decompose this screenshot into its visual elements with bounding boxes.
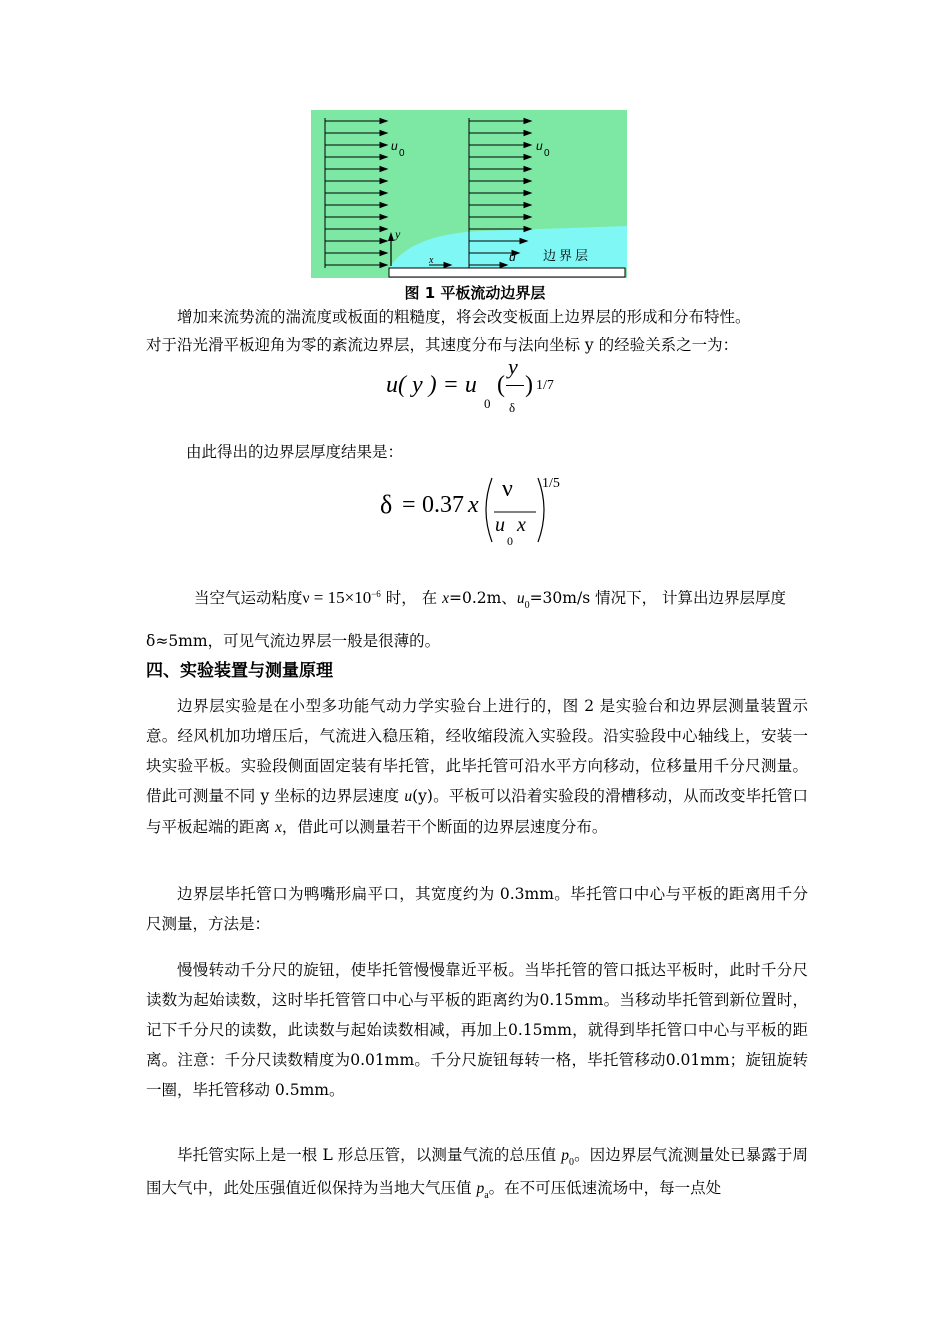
section-heading: 四、实验装置与测量原理 (146, 661, 333, 681)
figure-caption: 图 1 平板流动边界层 (404, 284, 546, 302)
y-axis-label: y (395, 227, 401, 241)
paragraph-6: 慢慢转动千分尺的旋钮，使毕托管慢慢靠近平板。当毕托管的管口抵达平板时，此时千分尺读数为起始读数，这时毕托管管口中心与平板的距离约为0.15mm。当移动毕托管到新位置时，记下千分尺的读数，此读数与起始读数相减，再加上0.15mm，就得到毕托管口中心与平板的距离。注意：千分尺读数精度为0.01mm。千分尺旋钮每转一格，毕托管移动0.01mm；旋钮旋转一圈，毕托管移动 0.5mm。 (146, 961, 808, 1099)
figure-1 (311, 110, 627, 280)
x-axis-label: x (429, 255, 434, 266)
paragraph-7: 毕托管实际上是一根 L 形总压管，以测量气流的总压值 $p_0$。因边界层气流测量处已暴露于周围大气中，此处压强值近似保持为当地大气压值 $p_a$。在不可压低速流场中，每一点处 (146, 1146, 808, 1201)
equation-thickness: δ = 0.37 x ν u 0 x 1/5 (380, 476, 560, 548)
boundary-layer-label: 边界层 (543, 249, 592, 264)
equation-velocity-profile: u( y ) = u 0 ( y δ ) 1/7 (386, 354, 554, 415)
u0-label-left: u (391, 139, 398, 153)
boundary-layer-diagram (311, 110, 627, 280)
svg-text:0: 0 (544, 148, 550, 159)
flat-plate (389, 268, 625, 277)
svg-text:0: 0 (399, 148, 405, 159)
u-label: u (509, 250, 516, 264)
paragraph-4: 边界层实验是在小型多功能气动力学实验台上进行的，图 2 是实验台和边界层测量装置示意。经风机加功增压后，气流进入稳压箱，经收缩段流入实验段。沿实验段中心轴线上，安装一块实验平板。实验段侧面固定装有毕托管，此毕托管可沿水平方向移动，位移量用千分尺测量。借此可测量不同 y 坐标的边界层速度 u(y)。平板可以沿着实验段的滑槽移动，从而改变毕托管口与平板起端的距离 x，借此可以测量若干个断面的边界层速度分布。 (146, 697, 809, 836)
paragraph-5: 边界层毕托管口为鸭嘴形扁平口，其宽度约为 0.3mm。毕托管口中心与平板的距离用千分尺测量，方法是： (146, 885, 808, 933)
paragraph-3: 当空气运动粘度$\nu = 15\times 10^{-6}$ 时， 在 x=0.2m、$u_0=30m/s$ 情况下， 计算出边界层厚度 δ≈5mm，可见气流边界层一般是很薄的。 (146, 588, 787, 650)
paragraph-2: 由此得出的边界层厚度结果是： (186, 443, 404, 461)
u0-label-right: u (536, 139, 543, 153)
paragraph-1: 增加来流势流的湍流度或板面的粗糙度，将会改变板面上边界层的形成和分布特性。 对于沿光滑平板迎角为零的紊流边界层，其速度分布与法向坐标 y 的经验关系之一为： (146, 308, 751, 354)
